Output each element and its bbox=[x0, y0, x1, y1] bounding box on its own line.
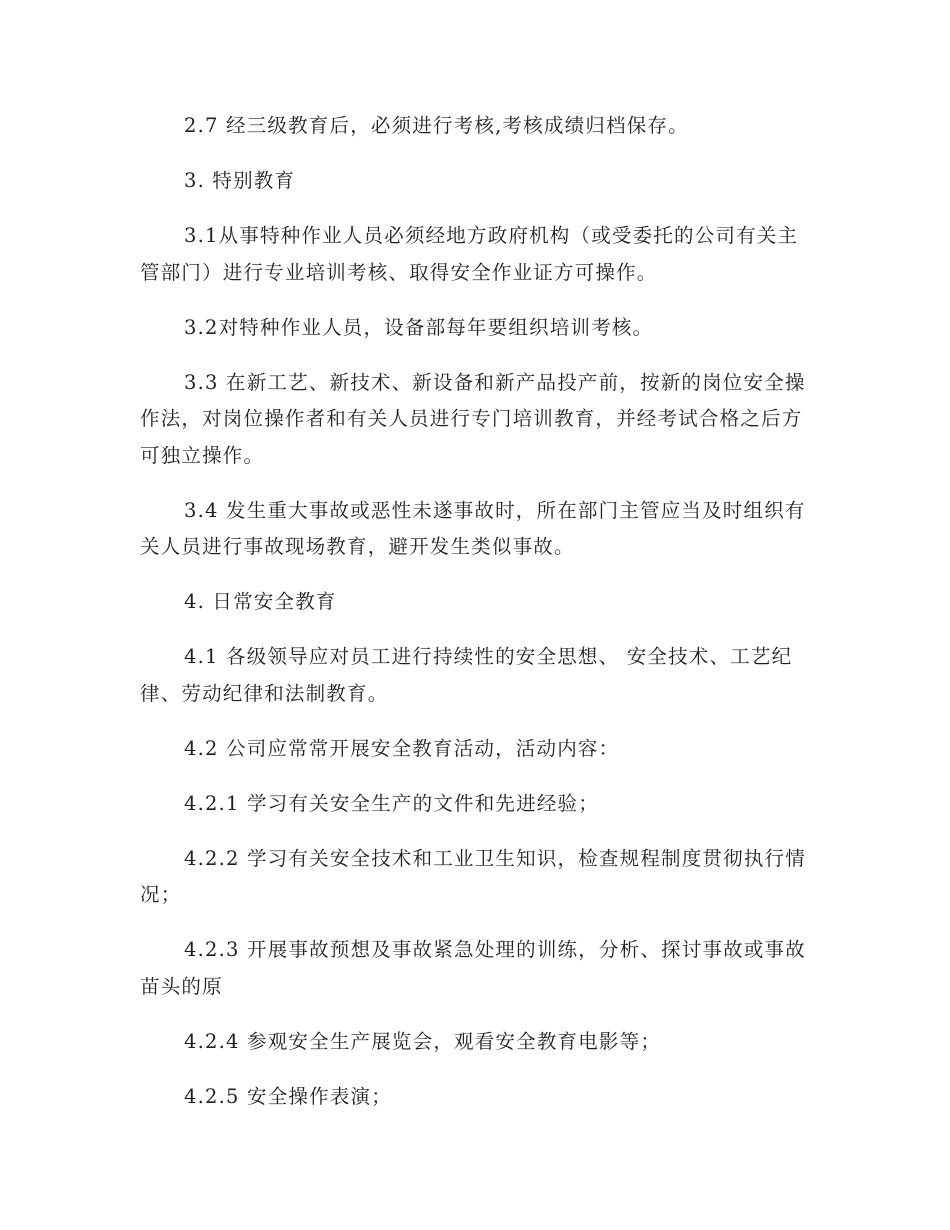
paragraph-3-4: 3.4 发生重大事故或恶性未遂事故时，所在部门主管应当及时组织有关人员进行事故现场教育，避开发生类似事故。 bbox=[140, 498, 806, 558]
document-body bbox=[140, 108, 808, 1134]
paragraph-4-2-5: 4.2.5 安全操作表演； bbox=[184, 1084, 392, 1108]
paragraph-4-2-2: 4.2.2 学习有关安全技术和工业卫生知识，检查规程制度贯彻执行情况； bbox=[140, 846, 806, 906]
heading-3-special-education: 3. 特别教育 bbox=[184, 169, 296, 192]
paragraph-4-1: 4.1 各级领导应对员工进行持续性的安全思想、 安全技术、工艺纪律、劳动纪律和法制教育。 bbox=[140, 645, 793, 705]
paragraph-3-1: 3.1从事特种作业人员必须经地方政府机构（或受委托的公司有关主管部门）进行专业培训考核、取得安全作业证方可操作。 bbox=[140, 224, 799, 284]
paragraph-2-7: 2.7 经三级教育后，必须进行考核,考核成绩归档保存。 bbox=[184, 114, 689, 137]
paragraph-3-2: 3.2对特种作业人员，设备部每年要组织培训考核。 bbox=[184, 315, 654, 339]
paragraph-3-3: 3.3 在新工艺、新技术、新设备和新产品投产前，按新的岗位安全操作法，对岗位操作者和有关人员进行专门培训教育，并经考试合格之后方可独立操作。 bbox=[140, 370, 806, 467]
heading-4-daily-safety-education: 4. 日常安全教育 bbox=[184, 590, 337, 613]
paragraph-4-2-3: 4.2.3 开展事故预想及事故紧急处理的训练，分析、探讨事故或事故苗头的原 bbox=[140, 938, 806, 998]
paragraph-4-2: 4.2 公司应常常开展安全教育活动，活动内容： bbox=[184, 736, 620, 760]
paragraph-4-2-1: 4.2.1 学习有关安全生产的文件和先进经验； bbox=[184, 791, 599, 815]
paragraph-4-2-4: 4.2.4 参观安全生产展览会，观看安全教育电影等； bbox=[184, 1029, 662, 1053]
